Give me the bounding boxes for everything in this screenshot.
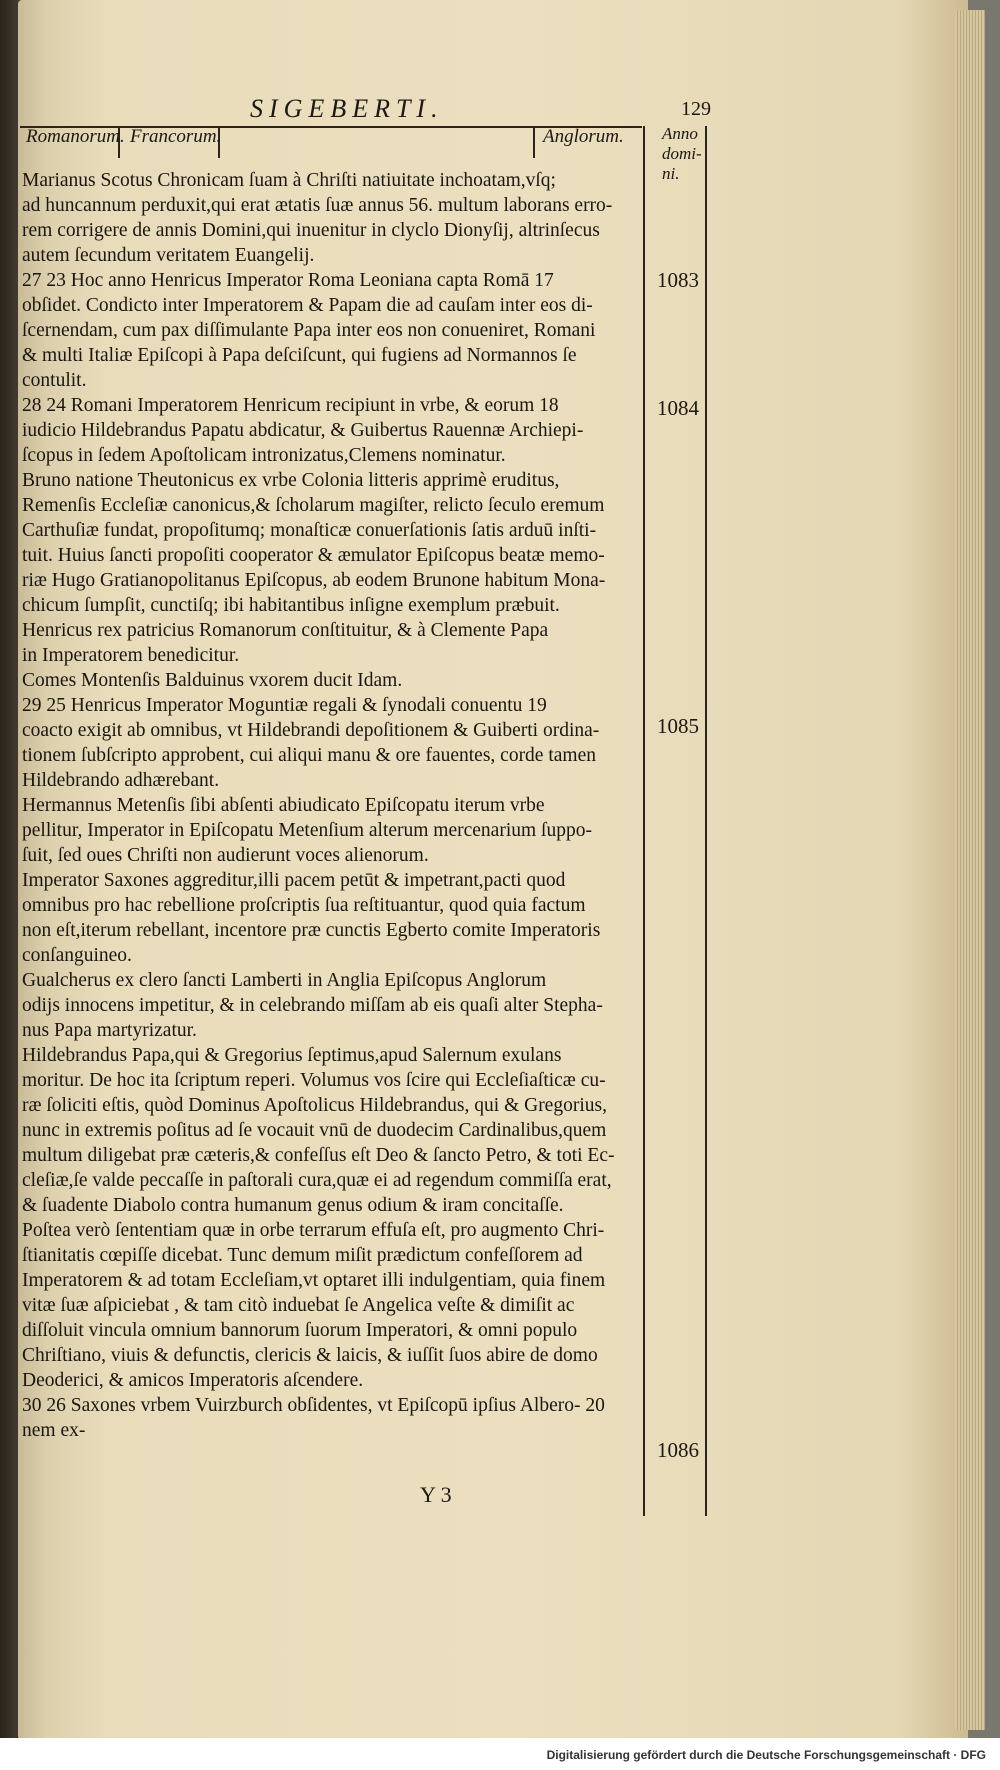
text-line: obſidet. Condicto inter Imperatorem & Papam die ad cauſam inter eos di- [22, 295, 593, 316]
text-line: Remenſis Eccleſiæ canonicus,& ſcholarum magiſter, relicto ſeculo eremum [22, 495, 605, 516]
text-line: vitæ ſuæ aſpiciebat , & tam citò induebat ſe Angelica veſte & dimiſit ac [22, 1295, 575, 1316]
year-marker: 1086 [657, 1438, 699, 1462]
text-line: & ſuadente Diabolo contra humanum genus odium & iram concitaſſe. [22, 1195, 564, 1216]
text-line: tionem ſubſcripto approbent, cui aliqui manu & ore fauentes, corde tamen [22, 745, 596, 766]
text-line: ſcopus in ſedem Apoſtolicam intronizatus,Clemens nominatur. [22, 445, 506, 466]
text-line: Hildebrando adhærebant. [22, 770, 220, 791]
text-line: tuit. Huius ſancti propoſiti cooperator & æmulator Epiſcopus beatæ memo- [22, 545, 605, 566]
text-line: chicum ſumpſit, cunctiſq; ibi habitantibus inſigne exemplum præbuit. [22, 595, 560, 616]
running-head-title: SIGEBERTI. [250, 94, 444, 123]
chronicle-text [22, 168, 642, 1443]
text-line: 27 23 Hoc anno Henricus Imperator Roma Leoniana capta Romā 17 [22, 270, 554, 291]
text-line: ſuit, ſed oues Chriſti non audierunt voces alienorum. [22, 845, 429, 866]
text-line: iudicio Hildebrandus Papatu abdicatur, & Guibertus Rauennæ Archiepi- [22, 420, 584, 441]
text-line: Gualcherus ex clero ſancti Lamberti in Anglia Epiſcopus Anglorum [22, 970, 547, 991]
text-line: Chriſtiano, viuis & defunctis, clericis & laicis, & iuſſit ſuos abire de domo [22, 1345, 598, 1366]
text-line: conſanguineo. [22, 945, 132, 966]
year-marker: 1085 [657, 714, 699, 738]
text-line: Marianus Scotus Chronicam ſuam à Chriſti natiuitate inchoatam,vſq; [22, 170, 556, 191]
text-line: cleſiæ,ſe valde peccaſſe in paſtorali cura,quæ ei ad regendum commiſſa erat, [22, 1170, 612, 1191]
text-line: omnibus pro hac rebellione proſcriptis ſua reſtituantur, quod quia factum [22, 895, 586, 916]
text-line: diſſoluit vincula omnium bannorum ſuorum Imperatori, & omni populo [22, 1320, 578, 1341]
text-line: coacto exigit ab omnibus, vt Hildebrandi depoſitionem & Guiberti ordina- [22, 720, 600, 741]
text-line: ſcernendam, cum pax diſſimulante Papa inter eos non conueniret, Romani [22, 320, 596, 341]
page-stack-edge [955, 10, 985, 1730]
text-line: non eſt,iterum rebellant, incentore præ cunctis Egberto comite Imperatoris [22, 920, 601, 941]
text-line: in Imperatorem benedicitur. [22, 645, 240, 666]
text-line: autem ſecundum veritatem Euangelij. [22, 245, 315, 266]
footer-credit: Digitalisierung gefördert durch die Deutsche Forschungsgemeinschaft · DFG [546, 1748, 986, 1762]
year-marker: 1083 [657, 268, 699, 292]
text-line: Imperator Saxones aggreditur,illi pacem petūt & impetrant,pacti quod [22, 870, 566, 891]
text-line: nus Papa martyrizatur. [22, 1020, 197, 1041]
text-line: Henricus rex patricius Romanorum conſtituitur, & à Clemente Papa [22, 620, 549, 641]
year-marker: 1084 [657, 396, 699, 420]
text-line: ſtianitatis cœpiſſe dicebat. Tunc demum miſit prædictum confeſſorem ad [22, 1245, 583, 1266]
anno-domini-label: Anno domi- ni. [662, 124, 702, 183]
text-line: Deoderici, & amicos Imperatoris aſcendere. [22, 1370, 364, 1391]
text-line: 30 26 Saxones vrbem Vuirzburch obſidentes, vt Epiſcopū ipſius Albero- 20 [22, 1395, 605, 1416]
text-line: contulit. [22, 370, 87, 391]
text-line: Imperatorem & ad totam Eccleſiam,vt optaret illi indulgentiam, quia finem [22, 1270, 606, 1291]
text-line: pellitur, Imperator in Epiſcopatu Metenſium alterum mercenarium ſuppo- [22, 820, 592, 841]
text-line: odijs innocens impetitur, & in celebrando miſſam ab eis quaſi alter Stepha- [22, 995, 603, 1016]
text-line: ræ ſoliciti eſtis, quòd Dominus Apoſtolicus Hildebrandus, qui & Gregorius, [22, 1095, 607, 1116]
margin-rule-left [643, 126, 645, 1516]
column-label-romanorum: Romanorum. [26, 126, 125, 147]
text-line: Hildebrandus Papa,qui & Gregorius ſeptimus,apud Salernum exulans [22, 1045, 562, 1066]
text-line: Comes Montenſis Balduinus vxorem ducit Idam. [22, 670, 403, 691]
text-line: moritur. De hoc ita ſcriptum reperi. Volumus vos ſcire qui Eccleſiaſticæ cu- [22, 1070, 606, 1091]
text-line: 28 24 Romani Imperatorem Henricum recipiunt in vrbe, & eorum 18 [22, 395, 559, 416]
footer-strip [0, 1738, 1000, 1770]
text-line: Hermannus Metenſis ſibi abſenti abiudicato Epiſcopatu iterum vrbe [22, 795, 545, 816]
column-label-francorum: Francorum. [130, 126, 222, 147]
text-line: nunc in extremis poſitus ad ſe vocauit vnū de duodecim Cardinalibus,quem [22, 1120, 607, 1141]
text-line: multum diligebat præ cæteris,& confeſſus eſt Deo & ſancto Petro, & toti Ec- [22, 1145, 615, 1166]
text-line: & multi Italiæ Epiſcopi à Papa deſciſcunt, qui fugiens ad Normannos ſe [22, 345, 577, 366]
text-line: Carthuſiæ fundat, propoſitumq; monaſticæ conuerſationis ſatis arduū inſti- [22, 520, 597, 541]
text-line: rem corrigere de annis Domini,qui inuenitur in clyclo Dionyſij, altrinſecus [22, 220, 600, 241]
text-line: ad huncannum perduxit,qui erat ætatis ſuæ annus 56. multum laborans erro- [22, 195, 613, 216]
margin-rule-right [705, 126, 707, 1516]
page-number: 129 [681, 98, 711, 120]
text-line: riæ Hugo Gratianopolitanus Epiſcopus, ab eodem Brunone habitum Mona- [22, 570, 606, 591]
column-label-anglorum: Anglorum. [543, 126, 624, 147]
column-separator [533, 126, 535, 158]
text-line: 29 25 Henricus Imperator Moguntiæ regali & ſynodali conuentu 19 [22, 695, 547, 716]
text-line: Bruno natione Theutonicus ex vrbe Colonia litteris apprimè eruditus, [22, 470, 560, 491]
text-line: nem ex- [22, 1420, 86, 1441]
signature-mark: Y 3 [420, 1482, 452, 1507]
text-line: Poſtea verò ſententiam quæ in orbe terrarum effuſa eſt, pro augmento Chri- [22, 1220, 605, 1241]
